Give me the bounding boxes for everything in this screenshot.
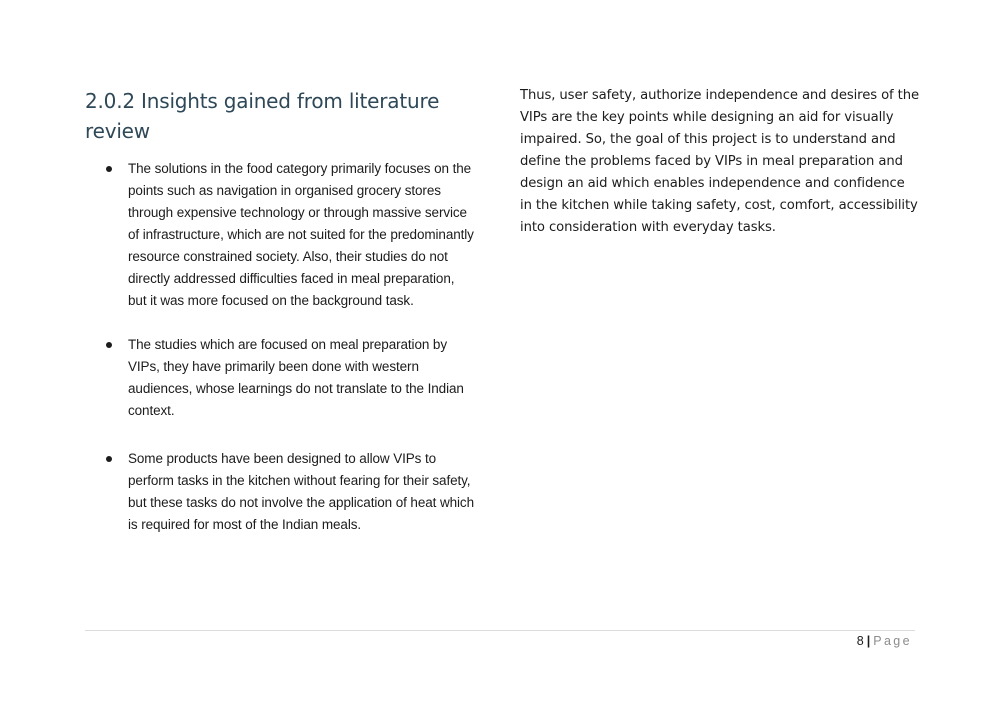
bullet-item bbox=[85, 448, 475, 536]
right-column bbox=[520, 85, 920, 239]
footer-divider bbox=[85, 630, 915, 631]
bullet-dot-icon bbox=[106, 456, 112, 462]
insights-bullet-list bbox=[85, 158, 475, 536]
bullet-text: Some products have been designed to allow VIPs to perform tasks in the kitchen without fearing for their safety, but these tasks do not involve the application of heat which is required for most of the Indian meals. bbox=[128, 451, 474, 532]
page-separator: | bbox=[866, 634, 871, 648]
bullet-text: The solutions in the food category primarily focuses on the points such as navigation in organised grocery stores through expensive technology or through massive service of infrastructure, which are not suited for the predominantly resource constrained society. Also, their studies do not directly addressed difficulties faced in meal preparation, but it was more focused on the background task. bbox=[128, 161, 474, 308]
bullet-item bbox=[85, 334, 475, 422]
page-number: 8 bbox=[856, 634, 864, 648]
page-label: Page bbox=[873, 634, 912, 648]
bullet-item bbox=[85, 158, 475, 312]
bullet-dot-icon bbox=[106, 166, 112, 172]
section-heading: 2.0.2 Insights gained from literature review bbox=[85, 89, 440, 143]
page-footer bbox=[857, 633, 912, 649]
bullet-text: The studies which are focused on meal preparation by VIPs, they have primarily been done with western audiences, whose learnings do not translate to the Indian context. bbox=[128, 337, 464, 418]
bullet-dot-icon bbox=[106, 342, 112, 348]
conclusion-paragraph: Thus, user safety, authorize independence and desires of the VIPs are the key points while designing an aid for visually impaired. So, the goal of this project is to understand and define the problems faced by VIPs in meal preparation and design an aid which enables independence and confidence in the kitchen while taking safety, cost, comfort, accessibility into consideration with everyday tasks. bbox=[520, 88, 920, 235]
left-column bbox=[85, 86, 475, 536]
